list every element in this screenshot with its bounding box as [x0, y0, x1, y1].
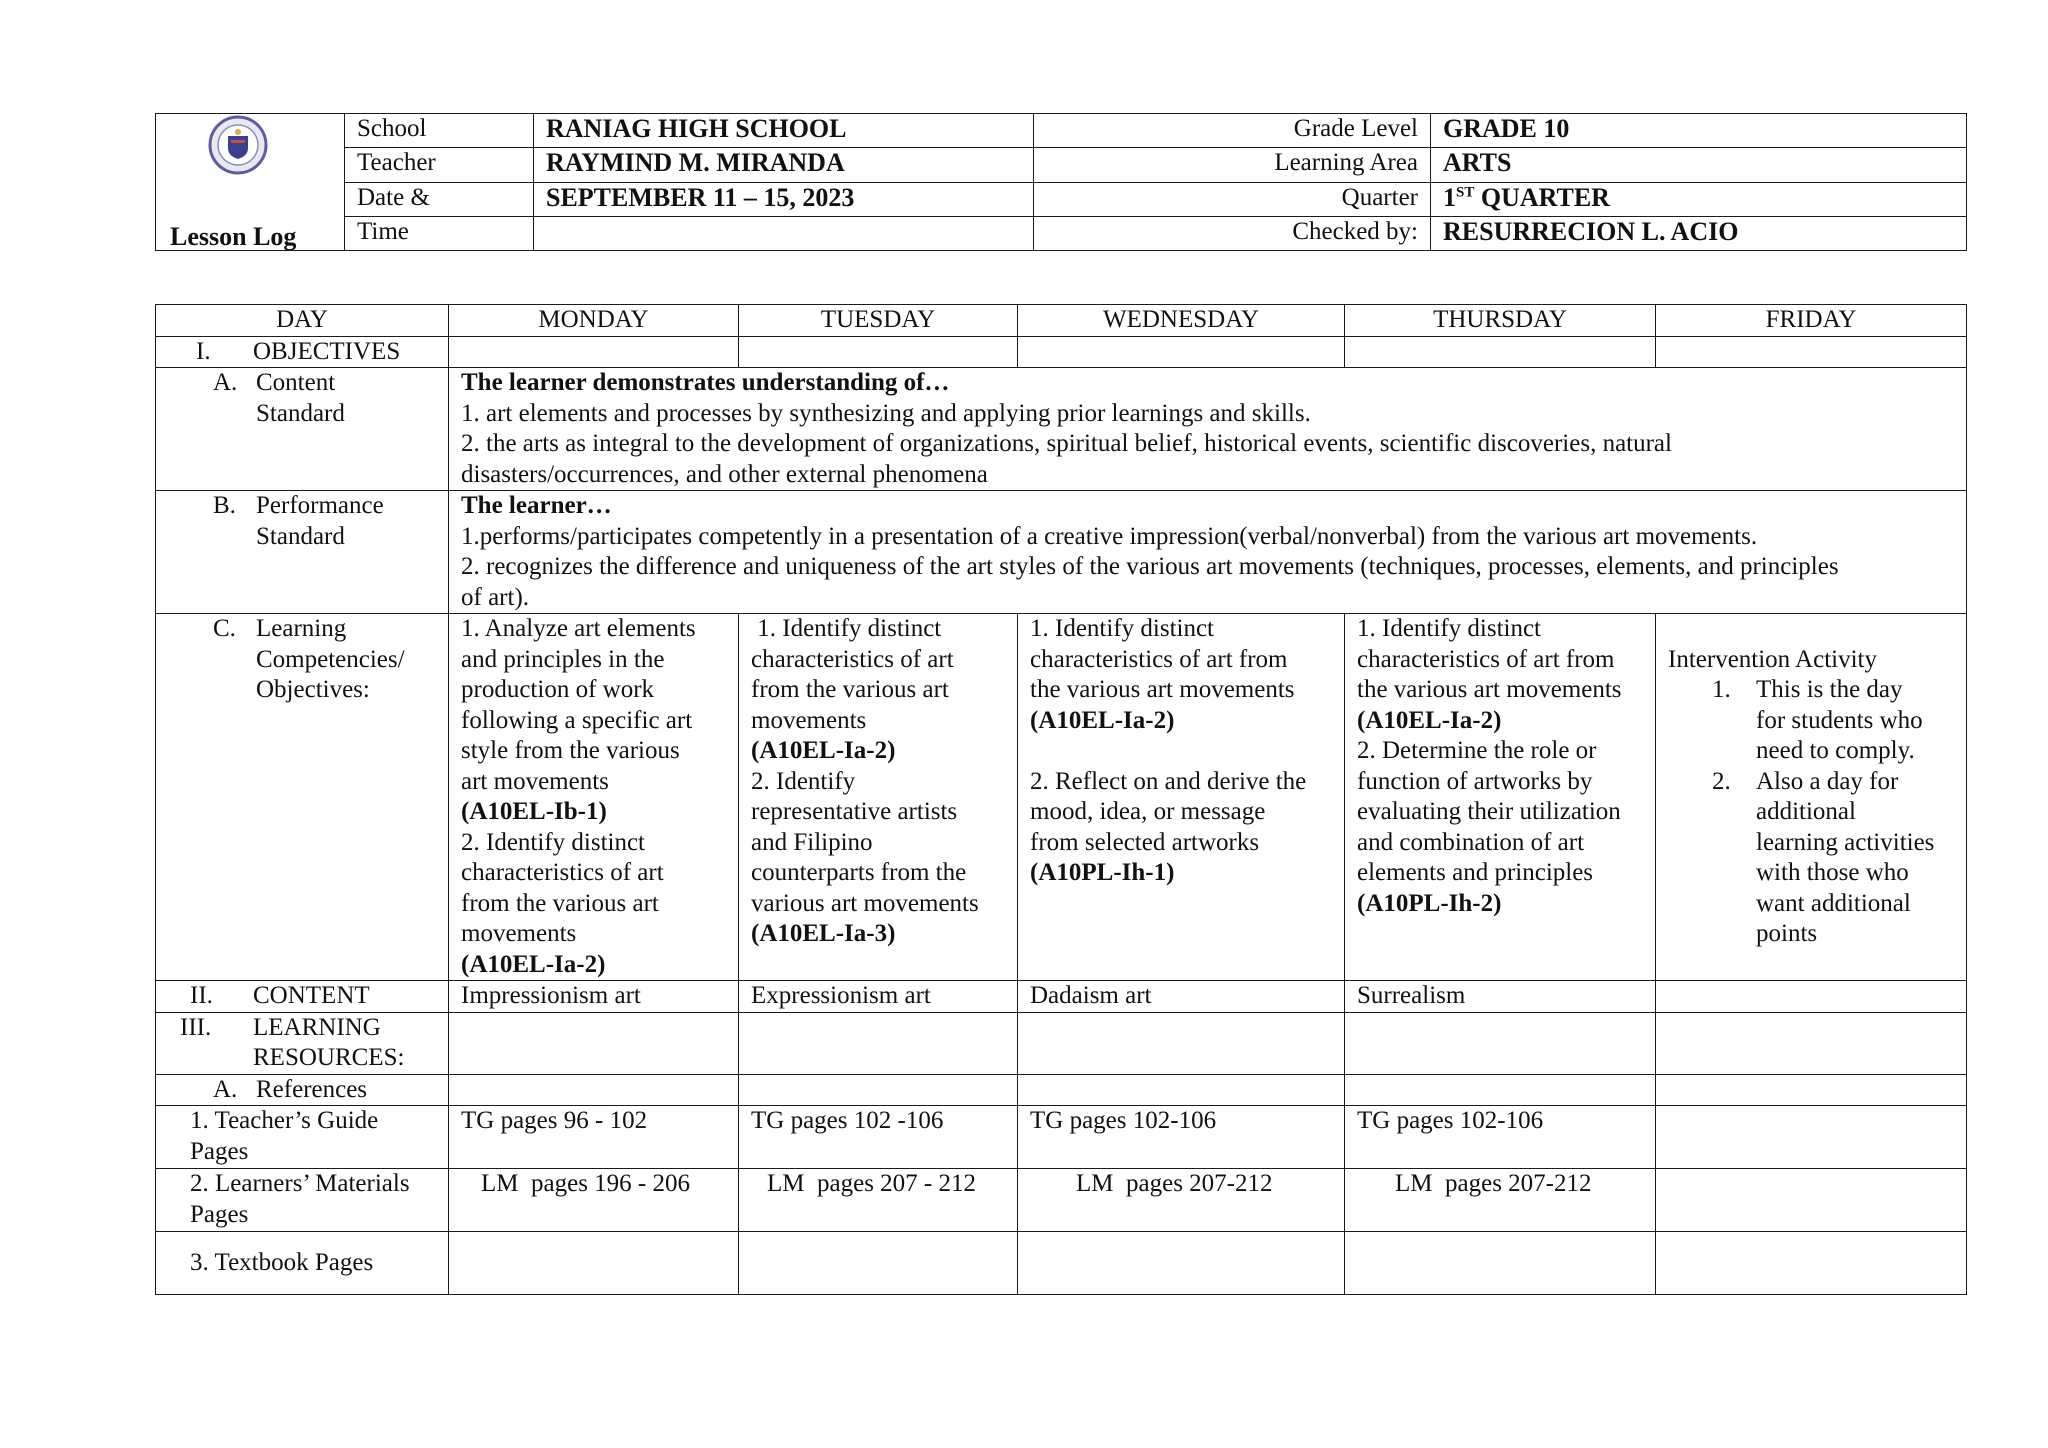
school-value: RANIAG HIGH SCHOOL: [534, 114, 1034, 148]
objectives-row: [156, 336, 1967, 368]
objectives-wednesday: [1018, 336, 1345, 368]
content-monday: Impressionism art: [449, 981, 739, 1013]
content-friday: [1656, 981, 1967, 1013]
deped-seal-icon: [198, 114, 278, 178]
date-label: Date &: [345, 182, 534, 216]
competency-line: movements: [461, 920, 577, 947]
content-number: II.: [190, 982, 213, 1009]
friday-header: FRIDAY: [1656, 305, 1967, 337]
references-wednesday: [1018, 1074, 1345, 1106]
content-standard-label-2: Standard: [256, 399, 345, 427]
quarter-superscript: ST: [1456, 183, 1475, 200]
monday-header: MONDAY: [449, 305, 739, 337]
lesson-log-label: Lesson Log: [170, 221, 297, 251]
textbook-label: 3. Textbook Pages: [156, 1232, 449, 1295]
competency-line: from selected artworks: [1030, 828, 1260, 856]
content-thursday: Surrealism: [1345, 981, 1656, 1013]
competency-line: the various art movements: [1357, 676, 1622, 703]
references-row: [156, 1074, 1967, 1106]
performance-standard-lead: The learner…: [461, 492, 612, 519]
competency-line: elements and principles: [1357, 859, 1594, 886]
competency-line: function of artworks by: [1357, 767, 1593, 795]
competencies-thursday: [1345, 614, 1656, 981]
competency-line: the various art movements: [1030, 676, 1295, 703]
item-line: want additional: [1756, 889, 1911, 917]
header-table: [155, 113, 1967, 251]
grade-level-label: Grade Level: [1034, 114, 1431, 148]
competencies-wednesday: [1018, 614, 1345, 981]
learning-competencies-label: [156, 614, 449, 981]
competency-line: from the various art: [461, 889, 659, 917]
competency-line: 1. Identify distinct: [751, 615, 942, 642]
performance-standard-label-2: Standard: [256, 522, 345, 550]
competency-code: (A10PL-Ih-2): [1357, 889, 1502, 917]
learning-competencies-label-1: Learning: [256, 615, 347, 642]
competency-code: (A10EL-Ia-2): [461, 950, 606, 978]
content-standard-label: [156, 368, 449, 491]
content-standard-label-1: Content: [256, 369, 336, 396]
competency-line: 2. Determine the role or: [1357, 737, 1597, 764]
competency-line: style from the various: [461, 737, 680, 764]
references-tuesday: [739, 1074, 1018, 1106]
performance-standard-row: [156, 491, 1967, 614]
performance-standard-text: [449, 491, 1967, 614]
competency-line: characteristics of art: [751, 645, 954, 673]
competency-line: and principles in the: [461, 645, 665, 673]
objectives-tuesday: [739, 336, 1018, 368]
content-standard-line-2: 2. the arts as integral to the development of organizations, spiritual belief, historical events, scientific discoveries, natural: [461, 430, 1672, 457]
competency-line: 1. Analyze art elements: [461, 615, 696, 642]
resources-tuesday: [739, 1012, 1018, 1074]
teacher-label: Teacher: [345, 148, 534, 182]
item-number: 2.: [1712, 767, 1731, 795]
competency-line: 1. Identify distinct: [1357, 615, 1541, 642]
objectives-thursday: [1345, 336, 1656, 368]
content-row: [156, 981, 1967, 1013]
competency-line: 1. Identify distinct: [1030, 615, 1214, 642]
intervention-title: Intervention Activity: [1668, 645, 1877, 673]
competency-line: art movements: [461, 767, 609, 795]
learning-resources-label-1: LEARNING: [253, 1013, 381, 1041]
item-line: learning activities: [1756, 828, 1935, 856]
competencies-tuesday: [739, 614, 1018, 981]
tg-monday: TG pages 96 - 102: [449, 1106, 739, 1169]
competency-line: 2. Identify distinct: [461, 828, 645, 856]
competency-code: (A10PL-Ih-1): [1030, 859, 1175, 886]
competency-line: movements: [751, 706, 867, 734]
item-number: 1.: [1712, 676, 1731, 703]
objectives-monday: [449, 336, 739, 368]
tg-wednesday: TG pages 102-106: [1018, 1106, 1345, 1169]
learning-competencies-letter: C.: [213, 615, 236, 642]
time-label: Time: [345, 216, 534, 250]
tuesday-header: TUESDAY: [739, 305, 1018, 337]
objectives-friday: [1656, 336, 1967, 368]
intervention-item: [1668, 767, 1966, 950]
performance-standard-label-1: Performance: [256, 492, 384, 519]
competency-line: characteristics of art from: [1030, 645, 1288, 673]
learning-resources-label-2: RESOURCES:: [253, 1044, 405, 1071]
references-friday: [1656, 1074, 1967, 1106]
competencies-monday: [449, 614, 739, 981]
item-line: points: [1756, 920, 1818, 947]
content-standard-row: [156, 368, 1967, 491]
thursday-header: THURSDAY: [1345, 305, 1656, 337]
textbook-tuesday: [739, 1232, 1018, 1295]
quarter-label: Quarter: [1034, 182, 1431, 216]
content-standard-line-3: disasters/occurrences, and other external phenomena: [461, 460, 988, 488]
content-heading: [156, 981, 449, 1013]
resources-friday: [1656, 1012, 1967, 1074]
grade-level-value: GRADE 10: [1431, 114, 1967, 148]
teachers-guide-label-1: 1. Teacher’s Guide: [190, 1107, 379, 1134]
day-header: DAY: [156, 305, 449, 337]
performance-standard-line-2: 2. recognizes the difference and uniqueness of the art styles of the various art movements (techniques, processes, elements, and principles: [461, 553, 1839, 580]
time-value: [534, 216, 1034, 250]
item-line: for students who: [1756, 706, 1923, 734]
competency-code: (A10EL-Ia-2): [1357, 706, 1502, 734]
teachers-guide-label-2: Pages: [190, 1137, 249, 1165]
intervention-list: [1668, 675, 1966, 950]
objectives-heading: [156, 336, 449, 368]
competency-line: 2. Reflect on and derive the: [1030, 767, 1307, 795]
performance-standard-line-1: 1.performs/participates competently in a presentation of a creative impression(verbal/nonverbal) from the various art movements.: [461, 522, 1758, 550]
quarter-number: 1: [1443, 182, 1456, 212]
performance-standard-letter: B.: [213, 492, 236, 519]
references-label: References: [256, 1075, 368, 1103]
lm-tuesday: LM pages 207 - 212: [739, 1169, 1018, 1232]
references-thursday: [1345, 1074, 1656, 1106]
lm-wednesday: LM pages 207-212: [1018, 1169, 1345, 1232]
item-line: with those who: [1756, 859, 1909, 886]
references-monday: [449, 1074, 739, 1106]
competency-line: and Filipino: [751, 828, 873, 856]
checked-by-label: Checked by:: [1034, 216, 1431, 250]
performance-standard-label: [156, 491, 449, 614]
objectives-label: OBJECTIVES: [253, 337, 401, 365]
competency-line: representative artists: [751, 798, 958, 825]
competency-line: various art movements: [751, 889, 979, 917]
learners-materials-label: [156, 1169, 449, 1232]
teachers-guide-row: [156, 1106, 1967, 1169]
learning-competencies-row: [156, 614, 1967, 981]
resources-wednesday: [1018, 1012, 1345, 1074]
competency-line: from the various art: [751, 676, 949, 703]
quarter-value: [1431, 182, 1967, 216]
teacher-value: RAYMIND M. MIRANDA: [534, 148, 1034, 182]
quarter-text: QUARTER: [1474, 182, 1610, 212]
references-heading: [156, 1074, 449, 1106]
learners-materials-row: [156, 1169, 1967, 1232]
textbook-monday: [449, 1232, 739, 1295]
references-letter: A.: [213, 1075, 238, 1103]
learners-materials-label-2: Pages: [190, 1200, 249, 1228]
competency-line: characteristics of art from: [1357, 645, 1615, 673]
tg-thursday: TG pages 102-106: [1345, 1106, 1656, 1169]
wednesday-header: WEDNESDAY: [1018, 305, 1345, 337]
learning-competencies-label-3: Objectives:: [256, 676, 370, 703]
checked-by-value: RESURRECION L. ACIO: [1431, 216, 1967, 250]
textbook-row: [156, 1232, 1967, 1295]
item-line: additional: [1756, 798, 1856, 825]
competency-line: 2. Identify: [751, 767, 856, 795]
content-standard-line-1: 1. art elements and processes by synthesizing and applying prior learnings and skills.: [461, 399, 1311, 427]
teachers-guide-label: [156, 1106, 449, 1169]
logo-cell: [156, 114, 345, 251]
learning-resources-row: [156, 1012, 1967, 1074]
textbook-friday: [1656, 1232, 1967, 1295]
competency-line: production of work: [461, 676, 655, 703]
competency-code: (A10EL-Ia-2): [1030, 706, 1175, 734]
resources-thursday: [1345, 1012, 1656, 1074]
lm-thursday: LM pages 207-212: [1345, 1169, 1656, 1232]
learners-materials-label-1: 2. Learners’ Materials: [190, 1170, 410, 1197]
tg-tuesday: TG pages 102 -106: [739, 1106, 1018, 1169]
competency-code: (A10EL-Ia-3): [751, 920, 896, 947]
date-value: SEPTEMBER 11 – 15, 2023: [534, 182, 1034, 216]
competency-line: evaluating their utilization: [1357, 798, 1621, 825]
content-standard-letter: A.: [213, 369, 238, 396]
intervention-item: [1668, 675, 1966, 767]
lm-friday: [1656, 1169, 1967, 1232]
competency-line: characteristics of art: [461, 859, 664, 886]
lm-monday: LM pages 196 - 206: [449, 1169, 739, 1232]
content-tuesday: Expressionism art: [739, 981, 1018, 1013]
competency-code: (A10EL-Ib-1): [461, 798, 607, 825]
content-standard-lead: The learner demonstrates understanding of…: [461, 369, 950, 396]
textbook-thursday: [1345, 1232, 1656, 1295]
days-row: [156, 305, 1967, 337]
lesson-plan-table: [155, 304, 1967, 1295]
learning-area-value: ARTS: [1431, 148, 1967, 182]
learning-area-label: Learning Area: [1034, 148, 1431, 182]
tg-friday: [1656, 1106, 1967, 1169]
competency-line: following a specific art: [461, 706, 693, 734]
competencies-friday: [1656, 614, 1967, 981]
performance-standard-line-3: of art).: [461, 583, 530, 611]
item-line: need to comply.: [1756, 737, 1915, 764]
learning-resources-number: III.: [180, 1013, 212, 1041]
competency-line: counterparts from the: [751, 859, 967, 886]
content-wednesday: Dadaism art: [1018, 981, 1345, 1013]
resources-monday: [449, 1012, 739, 1074]
competency-line: and combination of art: [1357, 828, 1585, 856]
item-line: This is the day: [1756, 676, 1903, 703]
learning-resources-heading: [156, 1012, 449, 1074]
content-standard-text: [449, 368, 1967, 491]
item-line: Also a day for: [1756, 767, 1899, 795]
learning-competencies-label-2: Competencies/: [256, 645, 405, 673]
school-label: School: [345, 114, 534, 148]
competency-line: mood, idea, or message: [1030, 798, 1266, 825]
textbook-wednesday: [1018, 1232, 1345, 1295]
objectives-number: I.: [196, 337, 211, 365]
competency-code: (A10EL-Ia-2): [751, 737, 896, 764]
content-label: CONTENT: [253, 982, 370, 1009]
